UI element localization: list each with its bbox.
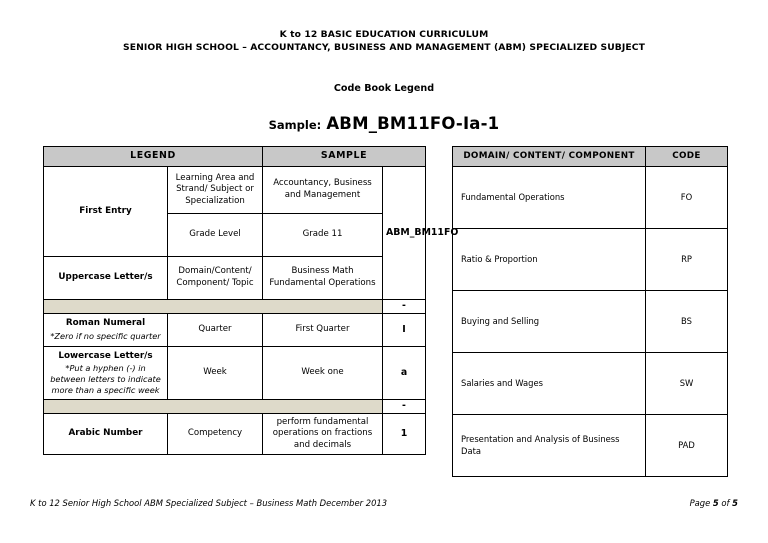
arabic-number-legend: Competency: [168, 414, 263, 455]
roman-numeral-note: *Zero if no specific quarter: [50, 331, 161, 342]
page-title: Code Book Legend: [333, 82, 435, 94]
table-row: [453, 415, 728, 477]
table-row: [44, 414, 426, 455]
arabic-number-label: Arabic Number: [44, 414, 168, 455]
table-row: [453, 291, 728, 353]
page-current: 5: [712, 498, 719, 508]
domain-name-cell: Salaries and Wages: [453, 353, 646, 415]
page-total: 5: [732, 498, 738, 508]
first-entry-label: First Entry: [44, 167, 168, 257]
roman-numeral-title: Roman Numeral: [65, 318, 146, 329]
domain-code-cell: BS: [646, 291, 728, 353]
sample-code: ABM_BM11FO-Ia-1: [326, 113, 500, 133]
domain-header-domain: DOMAIN/ CONTENT/ COMPONENT: [453, 147, 646, 167]
domain-code-cell: RP: [646, 229, 728, 291]
lowercase-letter-sample: Week one: [263, 347, 383, 400]
table-row: [453, 229, 728, 291]
arabic-number-sample: perform fundamental operations on fractions and decimals: [263, 414, 383, 455]
uppercase-letter-legend: Domain/Content/ Component/ Topic: [168, 257, 263, 300]
arabic-number-code: 1: [383, 414, 426, 455]
table-row: [44, 257, 426, 300]
footer-page-number: [690, 498, 738, 508]
sample-line: [0, 114, 768, 133]
learning-area-legend: Learning Area and Strand/ Subject or Specialization: [168, 167, 263, 214]
domain-code-cell: FO: [646, 167, 728, 229]
legend-table: [43, 146, 459, 455]
legend-header-legend: LEGEND: [44, 147, 263, 167]
header-line-1: K to 12 BASIC EDUCATION CURRICULUM: [279, 29, 489, 40]
table-row: [44, 167, 426, 214]
lowercase-letter-legend: Week: [168, 347, 263, 400]
grade-level-legend: Grade Level: [168, 214, 263, 257]
roman-numeral-code: I: [383, 314, 426, 347]
table-row-header: [453, 147, 728, 167]
uppercase-letter-label: Uppercase Letter/s: [44, 257, 168, 300]
header-line-2: SENIOR HIGH SCHOOL – ACCOUNTANCY, BUSINESS AND MANAGEMENT (ABM) SPECIALIZED SUBJECT: [122, 42, 646, 54]
lowercase-letter-label: [44, 347, 168, 400]
table-row: [453, 353, 728, 415]
document-footer: [30, 498, 738, 508]
domain-name-cell: Buying and Selling: [453, 291, 646, 353]
first-entry-code: ABM_BM11FO: [383, 167, 426, 300]
sample-label: Sample:: [268, 117, 322, 132]
legend-header-sample: SAMPLE: [263, 147, 426, 167]
domain-code-table: [452, 146, 728, 477]
table-row: [44, 314, 426, 347]
footer-text: K to 12 Senior High School ABM Specialized Subject – Business Math December 2013: [30, 498, 388, 508]
uppercase-letter-sample: Business Math Fundamental Operations: [263, 257, 383, 300]
domain-name-cell: Ratio & Proportion: [453, 229, 646, 291]
table-row: [453, 167, 728, 229]
learning-area-sample: Accountancy, Business and Management: [263, 167, 383, 214]
lowercase-letter-note: *Put a hyphen (-) in between letters to indicate more than a specific week: [50, 363, 161, 395]
roman-numeral-legend: Quarter: [168, 314, 263, 347]
lowercase-letter-code: a: [383, 347, 426, 400]
separator-one-fill: [44, 300, 383, 314]
table-row: [44, 347, 426, 400]
roman-numeral-label: [44, 314, 168, 347]
lowercase-letter-title: Lowercase Letter/s: [58, 350, 153, 361]
domain-code-cell: PAD: [646, 415, 728, 477]
separator-two-fill: [44, 400, 383, 414]
domain-name-cell: Presentation and Analysis of Business Data: [453, 415, 646, 477]
table-row-separator: [44, 300, 426, 314]
domain-header-code: CODE: [646, 147, 728, 167]
document-header: [0, 0, 768, 55]
page-prefix: Page: [689, 498, 711, 508]
grade-level-sample: Grade 11: [263, 214, 383, 257]
roman-numeral-sample: First Quarter: [263, 314, 383, 347]
domain-code-cell: SW: [646, 353, 728, 415]
domain-name-cell: Fundamental Operations: [453, 167, 646, 229]
page-of: of: [721, 498, 730, 508]
table-row-header: [44, 147, 426, 167]
separator-two-code: -: [383, 400, 426, 414]
separator-one-code: -: [383, 300, 426, 314]
table-row-separator: [44, 400, 426, 414]
